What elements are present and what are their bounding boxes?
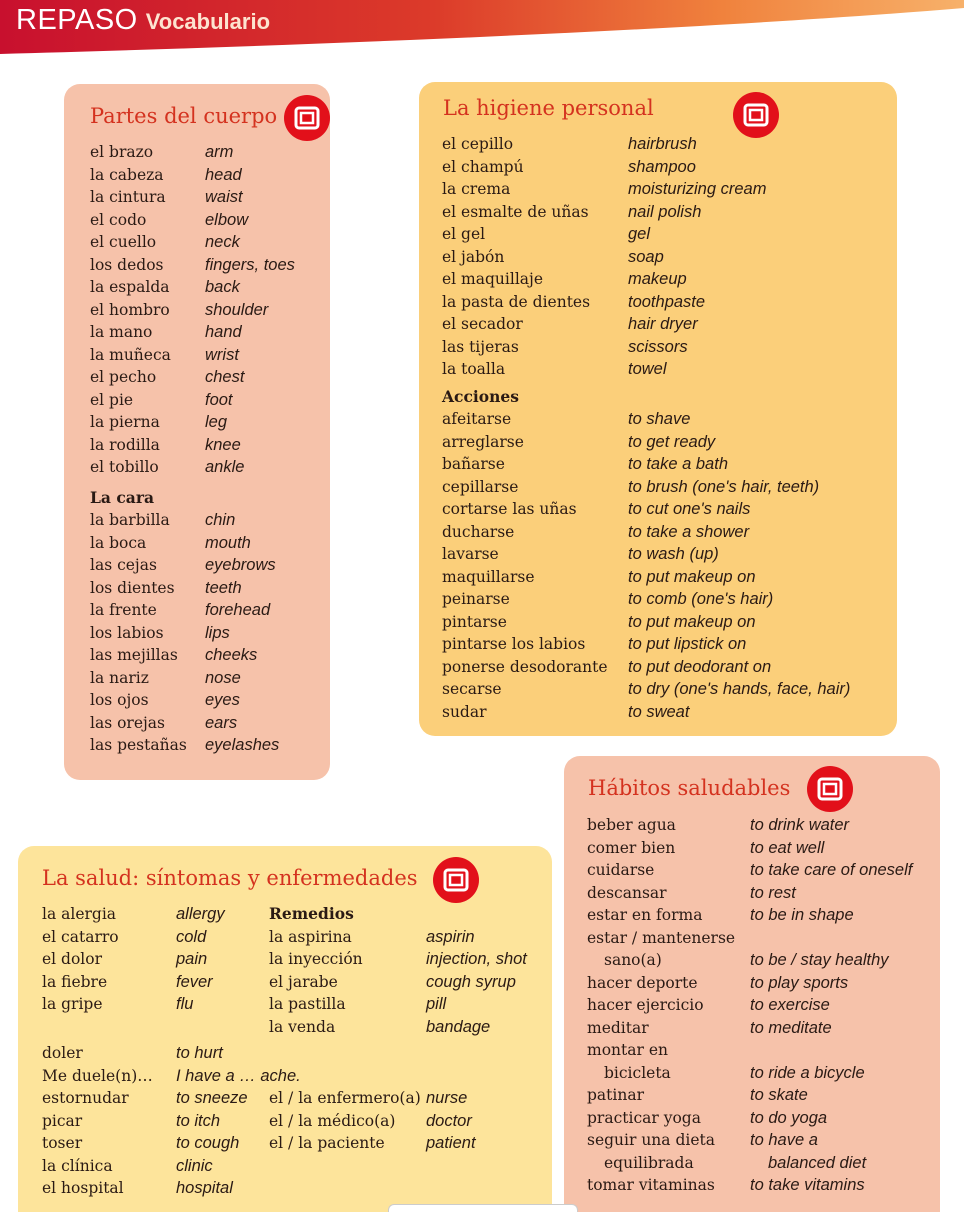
cuerpo-row-es: los dedos bbox=[90, 255, 164, 274]
cara-row-es: las orejas bbox=[90, 713, 165, 732]
cara-row-en: teeth bbox=[205, 578, 242, 597]
cara-row-es: las pestañas bbox=[90, 736, 187, 754]
personas-row-es: el / la enfermero(a) bbox=[269, 1089, 421, 1107]
habitos-row-en: to play sports bbox=[750, 973, 849, 992]
cara-row-en: lips bbox=[205, 623, 230, 642]
higiene-row-es: el champú bbox=[442, 157, 524, 176]
acciones-row-es: lavarse bbox=[442, 545, 499, 563]
acciones-row-es: pintarse bbox=[442, 612, 507, 631]
habitos-row-es: estar / mantenerse bbox=[587, 928, 736, 947]
acciones-row-en: to wash (up) bbox=[628, 545, 719, 563]
acciones-row-es: bañarse bbox=[442, 455, 505, 473]
acciones-heading: Acciones bbox=[442, 386, 519, 406]
acciones-row-en: to sweat bbox=[628, 702, 690, 721]
habitos-row-en: to have a bbox=[750, 1131, 818, 1149]
remedios-row-es: la aspirina bbox=[269, 927, 352, 946]
habitos-row-en: to take vitamins bbox=[750, 1176, 865, 1194]
higiene-row-es: el jabón bbox=[442, 247, 505, 266]
cuerpo-row-es: el codo bbox=[90, 210, 147, 229]
habitos-row-es: bicicleta bbox=[604, 1063, 671, 1082]
cara-row-es: las mejillas bbox=[90, 646, 178, 664]
verbos-row-es: picar bbox=[42, 1111, 83, 1130]
habitos-row-es: sano(a) bbox=[604, 951, 662, 969]
remedios-row-es: la pastilla bbox=[269, 995, 346, 1013]
card-title: La salud: síntomas y enfermedades bbox=[42, 866, 418, 890]
cuerpo-row-en: knee bbox=[205, 435, 241, 454]
card-title: Partes del cuerpo bbox=[90, 104, 278, 128]
cuerpo-row-en: elbow bbox=[205, 210, 249, 229]
cara-row-es: la boca bbox=[90, 533, 147, 552]
partes-del-cuerpo-card bbox=[64, 84, 330, 780]
verbos-row-en: to sneeze bbox=[176, 1089, 248, 1107]
higiene-row-es: el cepillo bbox=[442, 135, 514, 153]
habitos-row-en: to take care of oneself bbox=[750, 861, 913, 879]
acciones-row-en: to put lipstick on bbox=[628, 635, 747, 653]
verbos-row-es: doler bbox=[42, 1044, 83, 1062]
higiene-row-en: hairbrush bbox=[628, 135, 697, 153]
habitos-row-en: to do yoga bbox=[750, 1108, 828, 1127]
sintomas-row-es: el catarro bbox=[42, 927, 119, 946]
verbos-row-en: hospital bbox=[176, 1179, 233, 1197]
higiene-row-es: la crema bbox=[442, 180, 511, 198]
remedios-row-en: pill bbox=[426, 995, 447, 1013]
cuerpo-row-es: la pierna bbox=[90, 413, 160, 431]
cuerpo-row-es: la cintura bbox=[90, 188, 166, 206]
habitos-row-es: patinar bbox=[587, 1086, 644, 1104]
cuerpo-row-en: waist bbox=[205, 188, 243, 206]
acciones-row-en: to put deodorant on bbox=[628, 657, 772, 676]
cuerpo-row-en: wrist bbox=[205, 345, 239, 364]
habitos-row-en: balanced diet bbox=[768, 1153, 867, 1172]
personas-row-en: patient bbox=[426, 1134, 476, 1152]
cara-row-es: la frente bbox=[90, 601, 157, 619]
cuerpo-row-en: ankle bbox=[205, 458, 245, 476]
cara-row-en: mouth bbox=[205, 533, 251, 552]
cuerpo-row-en: head bbox=[205, 165, 242, 184]
page-tab bbox=[388, 1204, 578, 1212]
square-target-icon bbox=[432, 856, 480, 904]
cuerpo-row-en: arm bbox=[205, 143, 234, 161]
cara-row-en: eyelashes bbox=[205, 736, 280, 754]
card-title: La higiene personal bbox=[443, 96, 654, 120]
habitos-row-es: montar en bbox=[587, 1041, 668, 1059]
remedios-row-es: la inyección bbox=[269, 950, 363, 968]
habitos-row-es: beber agua bbox=[587, 816, 676, 834]
acciones-row-en: to get ready bbox=[628, 432, 716, 451]
habitos-row-es: comer bien bbox=[587, 838, 676, 857]
acciones-row-en: to put makeup on bbox=[628, 612, 756, 631]
habitos-row-en: to skate bbox=[750, 1086, 808, 1104]
higiene-row-en: hair dryer bbox=[628, 315, 698, 333]
verbos-row-en: I have a … ache. bbox=[176, 1066, 301, 1085]
sintomas-row-en: flu bbox=[176, 995, 194, 1013]
habitos-row-es: practicar yoga bbox=[587, 1108, 701, 1127]
higiene-row-es: el maquillaje bbox=[442, 270, 543, 288]
higiene-row-en: shampoo bbox=[628, 157, 696, 176]
habitos-row-en: to exercise bbox=[750, 996, 830, 1014]
higiene-row-en: towel bbox=[628, 360, 667, 378]
acciones-row-es: secarse bbox=[442, 680, 502, 698]
verbos-row-en: clinic bbox=[176, 1156, 213, 1175]
acciones-row-es: afeitarse bbox=[442, 410, 512, 428]
remedios-heading: Remedios bbox=[269, 904, 354, 923]
habitos-row-en: to meditate bbox=[750, 1018, 832, 1037]
cara-row-en: cheeks bbox=[205, 646, 258, 664]
remedios-row-es: la venda bbox=[269, 1017, 336, 1036]
cuerpo-row-es: la cabeza bbox=[90, 165, 164, 184]
square-target-icon bbox=[732, 91, 780, 139]
higiene-row-en: nail polish bbox=[628, 202, 702, 221]
acciones-row-es: sudar bbox=[442, 702, 487, 721]
habitos-row-es: cuidarse bbox=[587, 861, 655, 879]
cara-row-es: los labios bbox=[90, 623, 164, 642]
verbos-row-en: to hurt bbox=[176, 1044, 223, 1062]
higiene-row-en: gel bbox=[628, 225, 651, 243]
cuerpo-row-es: el pie bbox=[90, 390, 134, 409]
verbos-row-es: el hospital bbox=[42, 1179, 124, 1197]
verbos-row-es: la clínica bbox=[42, 1156, 113, 1175]
habitos-row-es: meditar bbox=[587, 1018, 649, 1037]
cuerpo-row-es: la espalda bbox=[90, 278, 170, 296]
personas-row-en: doctor bbox=[426, 1111, 472, 1130]
cuerpo-row-en: neck bbox=[205, 233, 240, 251]
higiene-row-en: scissors bbox=[628, 337, 688, 356]
higiene-row-en: moisturizing cream bbox=[628, 180, 767, 198]
higiene-row-es: el esmalte de uñas bbox=[442, 202, 589, 221]
cuerpo-row-en: hand bbox=[205, 323, 242, 341]
cara-row-en: nose bbox=[205, 668, 241, 687]
cuerpo-row-es: el pecho bbox=[90, 368, 157, 386]
cara-row-es: los dientes bbox=[90, 578, 175, 597]
acciones-row-es: cortarse las uñas bbox=[442, 500, 577, 518]
habitos-row-es: descansar bbox=[587, 883, 667, 902]
verbos-row-es: estornudar bbox=[42, 1089, 129, 1107]
cara-row-en: chin bbox=[205, 511, 236, 529]
cara-row-es: los ojos bbox=[90, 691, 149, 709]
habitos-row-en: to drink water bbox=[750, 816, 850, 834]
acciones-row-es: peinarse bbox=[442, 590, 510, 608]
acciones-row-es: arreglarse bbox=[442, 432, 524, 451]
cuerpo-row-en: leg bbox=[205, 413, 228, 431]
sintomas-row-en: cold bbox=[176, 927, 207, 946]
acciones-row-es: pintarse los labios bbox=[442, 635, 586, 653]
higiene-row-en: makeup bbox=[628, 270, 687, 288]
cara-row-en: eyebrows bbox=[205, 556, 276, 574]
verbos-row-es: Me duele(n)… bbox=[42, 1066, 153, 1085]
acciones-row-en: to cut one's nails bbox=[628, 500, 751, 518]
habitos-row-es: tomar vitaminas bbox=[587, 1176, 715, 1194]
cuerpo-row-en: back bbox=[205, 278, 240, 296]
cuerpo-row-en: shoulder bbox=[205, 300, 269, 319]
salud-card bbox=[18, 846, 552, 1212]
habitos-row-en: to eat well bbox=[750, 838, 825, 857]
acciones-row-en: to brush (one's hair, teeth) bbox=[628, 477, 820, 496]
banner-sub-text: Vocabulario bbox=[145, 9, 271, 34]
banner-main-text: REPASO bbox=[16, 4, 138, 36]
cuerpo-row-es: el cuello bbox=[90, 233, 157, 251]
habitos-row-es: hacer deporte bbox=[587, 973, 698, 992]
remedios-row-en: aspirin bbox=[426, 927, 475, 946]
remedios-row-en: bandage bbox=[426, 1017, 491, 1036]
cuerpo-row-es: la mano bbox=[90, 323, 153, 341]
square-target-icon bbox=[283, 94, 331, 142]
habitos-row-es: equilibrada bbox=[604, 1153, 694, 1172]
higiene-row-es: el secador bbox=[442, 315, 523, 333]
habitos-row-en: to be / stay healthy bbox=[750, 951, 889, 969]
sintomas-row-en: allergy bbox=[176, 905, 225, 923]
acciones-row-es: maquillarse bbox=[442, 567, 535, 586]
personas-row-es: el / la médico(a) bbox=[269, 1111, 396, 1130]
cuerpo-row-es: la muñeca bbox=[90, 345, 171, 364]
personas-row-es: el / la paciente bbox=[269, 1134, 385, 1152]
cuerpo-row-en: fingers, toes bbox=[205, 255, 295, 274]
higiene-row-en: toothpaste bbox=[628, 292, 706, 311]
habitos-row-es: hacer ejercicio bbox=[587, 996, 704, 1014]
header-banner bbox=[0, 0, 964, 62]
remedios-row-es: el jarabe bbox=[269, 972, 338, 991]
card-title: Hábitos saludables bbox=[588, 776, 791, 800]
habitos-row-en: to rest bbox=[750, 883, 796, 902]
sintomas-row-es: el dolor bbox=[42, 950, 103, 968]
habitos-saludables-card bbox=[564, 756, 940, 1212]
acciones-row-en: to comb (one's hair) bbox=[628, 590, 774, 608]
square-target-icon bbox=[806, 765, 854, 813]
acciones-row-en: to shave bbox=[628, 410, 691, 428]
cara-row-en: forehead bbox=[205, 601, 271, 619]
sintomas-row-es: la alergia bbox=[42, 905, 117, 923]
sintomas-row-es: la gripe bbox=[42, 995, 103, 1013]
higiene-row-es: las tijeras bbox=[442, 337, 519, 356]
cuerpo-row-es: la rodilla bbox=[90, 435, 160, 454]
higiene-row-en: soap bbox=[628, 247, 664, 266]
habitos-row-es: estar en forma bbox=[587, 906, 703, 924]
cuerpo-row-es: el tobillo bbox=[90, 458, 159, 476]
cara-row-en: eyes bbox=[205, 691, 240, 709]
higiene-row-es: el gel bbox=[442, 225, 486, 243]
verbos-row-es: toser bbox=[42, 1134, 83, 1152]
higiene-row-es: la pasta de dientes bbox=[442, 292, 591, 311]
remedios-row-en: injection, shot bbox=[426, 950, 527, 968]
verbos-row-en: to cough bbox=[176, 1134, 240, 1152]
cuerpo-row-en: foot bbox=[205, 390, 233, 409]
cara-row-es: la nariz bbox=[90, 668, 149, 687]
higiene-personal-card bbox=[419, 82, 897, 736]
verbos-row-en: to itch bbox=[176, 1111, 221, 1130]
banner-title bbox=[16, 4, 270, 37]
sintomas-row-en: pain bbox=[176, 950, 208, 968]
sintomas-row-en: fever bbox=[176, 972, 213, 991]
acciones-row-es: ducharse bbox=[442, 522, 515, 541]
sintomas-row-es: la fiebre bbox=[42, 972, 108, 991]
remedios-row-en: cough syrup bbox=[426, 972, 516, 991]
acciones-row-en: to dry (one's hands, face, hair) bbox=[628, 680, 851, 698]
cara-row-es: la barbilla bbox=[90, 511, 170, 529]
personas-row-en: nurse bbox=[426, 1089, 468, 1107]
cuerpo-row-es: el hombro bbox=[90, 300, 170, 319]
acciones-row-en: to put makeup on bbox=[628, 567, 756, 586]
acciones-row-es: ponerse desodorante bbox=[442, 657, 608, 676]
acciones-row-es: cepillarse bbox=[442, 477, 519, 496]
higiene-row-es: la toalla bbox=[442, 360, 506, 378]
cuerpo-row-en: chest bbox=[205, 368, 245, 386]
acciones-row-en: to take a shower bbox=[628, 522, 750, 541]
cuerpo-row-es: el brazo bbox=[90, 143, 154, 161]
habitos-row-en: to be in shape bbox=[750, 906, 854, 924]
habitos-row-es: seguir una dieta bbox=[587, 1131, 715, 1149]
habitos-row-en: to ride a bicycle bbox=[750, 1063, 865, 1082]
cara-row-es: las cejas bbox=[90, 556, 157, 574]
acciones-row-en: to take a bath bbox=[628, 455, 728, 473]
cara-heading: La cara bbox=[90, 487, 155, 507]
cara-row-en: ears bbox=[205, 713, 238, 732]
